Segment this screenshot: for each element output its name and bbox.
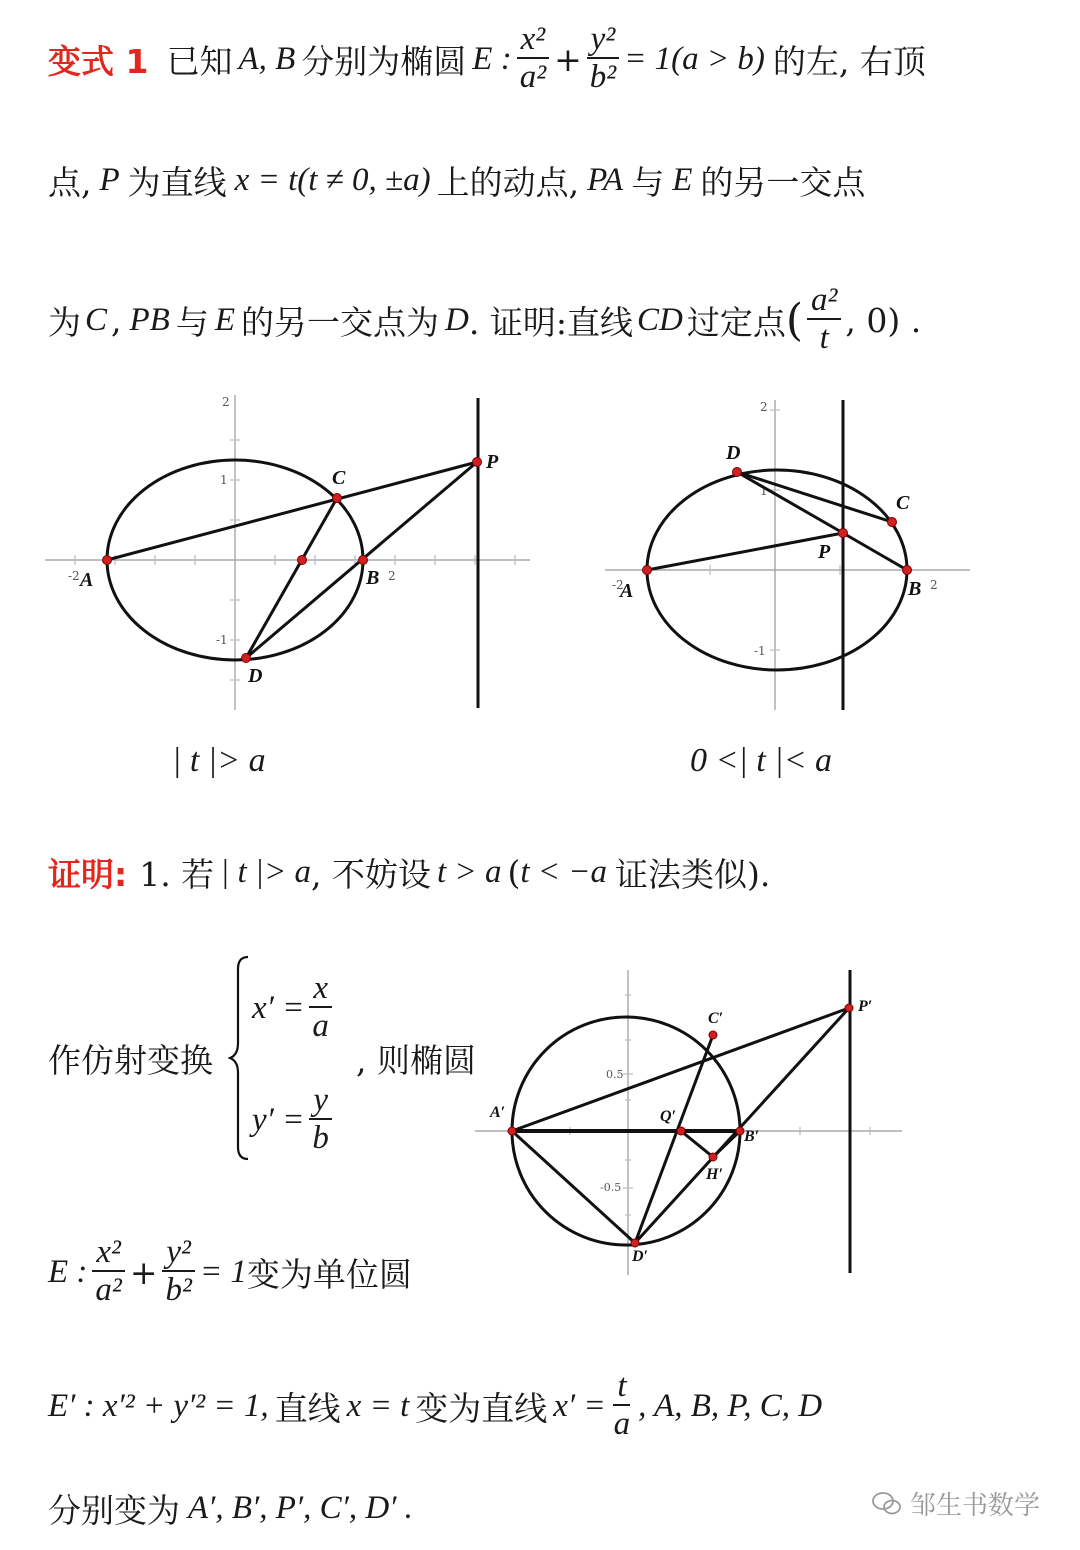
label-A: A′ [490, 1104, 506, 1121]
text: 为 [48, 302, 81, 342]
math: t < −a [520, 853, 608, 890]
label-A: A [80, 569, 94, 591]
point-fixed [298, 556, 307, 565]
proof-line-1 [48, 842, 770, 902]
text: 的另一交点为 [241, 302, 440, 342]
system-eq-2: y′ = $\frac{y}{b}$ [252, 1072, 337, 1168]
tick-label: -1 [216, 633, 228, 647]
label-B: B [908, 578, 922, 600]
label-D: D [726, 442, 741, 464]
math: A, B [238, 40, 296, 77]
tick-label: -0.5 [600, 1181, 622, 1194]
affine-suffix: , 则椭圆 [356, 1040, 476, 1080]
proof-label: 证明: [48, 854, 128, 894]
math: E [672, 161, 693, 198]
math: PB [129, 301, 170, 338]
label-Q: Q′ [660, 1108, 677, 1125]
tick-label: 2 [760, 400, 768, 414]
problem-line-1 [48, 14, 926, 104]
tick-label: 2 [930, 578, 938, 592]
point-A [508, 1127, 516, 1135]
point-D [733, 468, 742, 477]
math: D [445, 301, 469, 338]
text: 点, [48, 162, 92, 202]
text: 作仿射变换 [48, 1040, 213, 1080]
text: 1. 若 [139, 854, 215, 894]
fraction: $\frac{\text{y²}}{\text{b²}}$ [586, 21, 620, 97]
text: 的另一交点 [700, 162, 866, 202]
point-P [839, 529, 848, 538]
label-P: P [818, 541, 831, 563]
ellipse-eq: E : $\frac{\text{x²}}{\text{a²}}$ + $\frac{\text{y²}}{\text{b²}}$ = 1 变为单位圆 [48, 1233, 412, 1309]
text: 与 [631, 162, 665, 202]
variant-label: 变式 1 [48, 41, 149, 81]
caption-2: 0 <| t |< a [690, 742, 833, 779]
problem-line-2 [48, 150, 865, 210]
label-C: C [896, 492, 910, 514]
point-Q [677, 1127, 685, 1135]
point-B [736, 1127, 744, 1135]
tick-label: 0.5 [606, 1068, 624, 1081]
text: 证法类似). [615, 854, 771, 894]
text: , 不妨设 [311, 854, 432, 894]
tick-label: 2 [222, 395, 230, 409]
point-A [103, 556, 112, 565]
point-P [845, 1004, 853, 1012]
label-A: A [620, 580, 634, 602]
text: . 证明:直线 [468, 302, 633, 342]
math: E [214, 301, 236, 338]
caption-1: | t |> a [172, 742, 266, 779]
math: = 1(a > b) [624, 40, 765, 77]
tick-label: -1 [754, 644, 766, 658]
tick-label: -2 [612, 578, 624, 592]
wechat-icon [872, 1491, 902, 1517]
point-D [242, 654, 251, 663]
figure-2 [600, 395, 980, 715]
system-eq-1: x′ = $\frac{x}{a}$ [252, 960, 337, 1056]
text: 分别为椭圆 [301, 41, 467, 81]
text: 过定点 [686, 302, 786, 342]
label-D: D′ [632, 1248, 649, 1265]
point-P [473, 458, 482, 467]
tick-label: -2 [68, 569, 80, 583]
point-C [333, 494, 342, 503]
text: ( [507, 852, 521, 892]
text: 的左, 右顶 [772, 41, 926, 81]
point-B [903, 566, 912, 575]
point-C [709, 1031, 717, 1039]
circle-eq-line: E′ : x′² + y′² = 1, 直线 x = t 变为直线 x′ = $\frac{t}{a}$ , A, B, P, C, D [48, 1367, 823, 1443]
fraction: $\frac{\text{x²}}{\text{a²}}$ [516, 21, 550, 97]
brace [228, 955, 252, 1161]
tick-label: 1 [220, 473, 228, 487]
watermark [872, 1485, 1040, 1522]
math: C [85, 301, 108, 338]
tick-label: 1 [760, 484, 768, 498]
math: x = t(t ≠ 0, ±a) [234, 161, 431, 198]
point-C [888, 518, 897, 527]
text: 为直线 [127, 162, 227, 202]
text: 与 [175, 302, 209, 342]
math: CD [636, 301, 683, 338]
text: 已知 [166, 41, 233, 81]
figure-1 [40, 390, 540, 720]
problem-line-3 [48, 272, 921, 368]
plus: + [554, 39, 582, 79]
label-B: B [366, 567, 380, 589]
math: | t |> a [220, 853, 312, 890]
text: , [111, 300, 122, 340]
text: 上的动点, [436, 162, 580, 202]
fraction: $\frac{\text{a²}}{t}$ [807, 282, 841, 358]
figure-3 [470, 965, 910, 1280]
last-line: 分别变为 A′, B′, P′, C′, D′ . [48, 1489, 413, 1530]
point-A [643, 566, 652, 575]
math: t > a [437, 853, 502, 890]
label-B: B′ [744, 1128, 760, 1145]
label-P: P [486, 451, 499, 473]
tick-label: 2 [388, 569, 396, 583]
paren: ( [785, 294, 803, 346]
label-H: H′ [706, 1166, 723, 1183]
point-H [709, 1153, 717, 1161]
point-B [359, 556, 368, 565]
label-P: P′ [858, 998, 873, 1015]
label-C: C [332, 467, 346, 489]
point-D [631, 1239, 639, 1247]
label-D: D [248, 665, 263, 687]
math: E : [472, 40, 512, 77]
math: P [99, 161, 120, 198]
math: , 0) . [845, 300, 922, 340]
label-C: C′ [708, 1010, 724, 1027]
watermark-text: 邹生书数学 [909, 1491, 1040, 1521]
affine-prefix [48, 1030, 213, 1086]
math: PA [587, 161, 624, 198]
